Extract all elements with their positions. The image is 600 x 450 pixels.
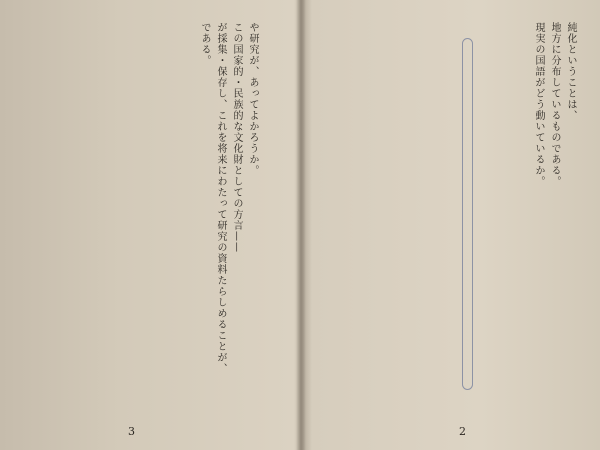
right-page-number: 2 (459, 425, 466, 438)
right-page (302, 0, 600, 450)
left-page-text (24, 12, 260, 412)
right-page-text (320, 12, 578, 412)
pen-underline-mark (462, 38, 473, 390)
book-gutter (296, 0, 306, 450)
right-paragraph-3: 現実の国語がどう動いているか。 (533, 22, 544, 187)
left-page-number: 3 (128, 425, 135, 438)
left-paragraph-1: や研究が、あってよかろうか。 (247, 22, 258, 176)
left-paragraph-2: この国家的・民族的な文化財としての方言—— (231, 22, 242, 253)
right-paragraph-1: 純化ということは、 (565, 22, 576, 121)
right-paragraph-2: 地方に分布しているものである。 (549, 22, 560, 187)
left-paragraph-4: である。 (199, 22, 210, 66)
left-paragraph-3: が採集・保存し、これを将来にわたって研究の資料たらしめることが、 (215, 22, 226, 374)
